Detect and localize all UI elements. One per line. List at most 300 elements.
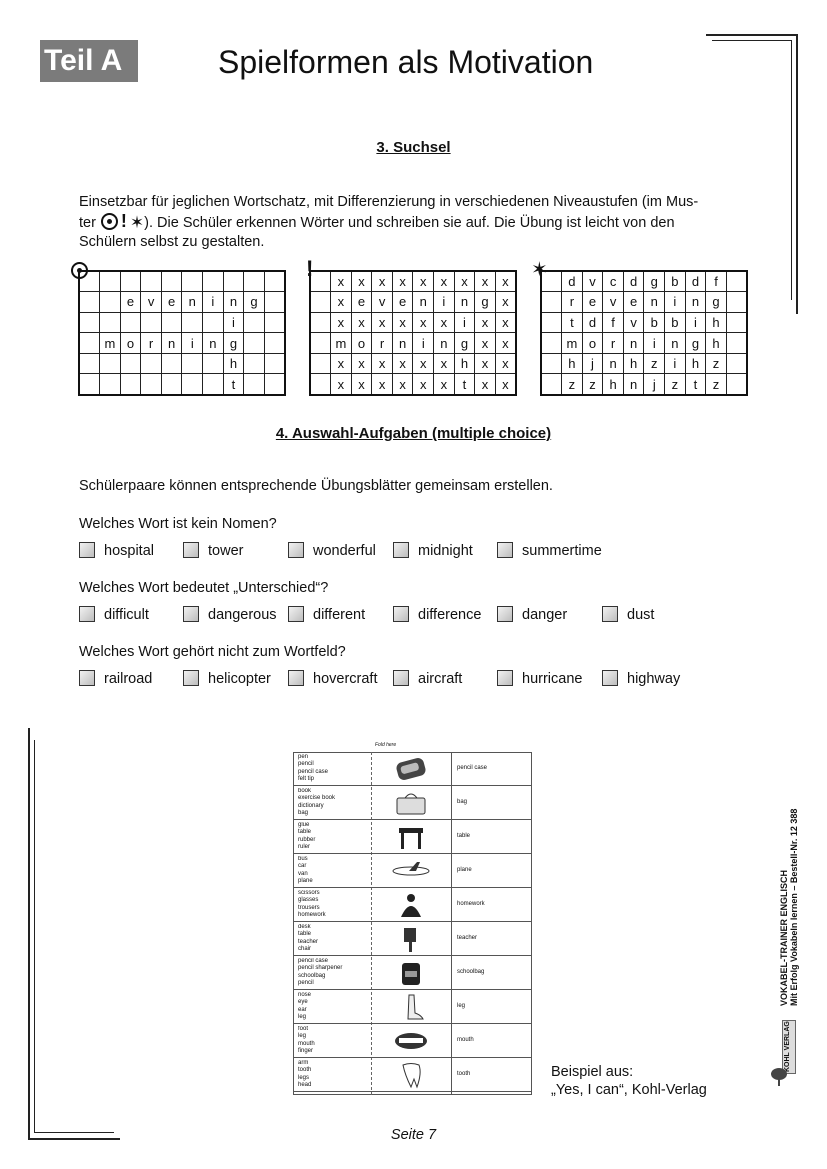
intro-text: ). Die Schüler erkennen Wörter und schreiben sie auf. Die Übung ist leicht von den [144,215,675,231]
grid-cell: h [454,353,475,374]
grid-cell [244,271,265,292]
word-item: pencil sharpener [298,965,343,972]
grid-cell [100,312,121,333]
grid-cell [182,374,203,395]
grid-cell: x [495,312,516,333]
grid-cell: g [244,292,265,313]
checkbox[interactable] [79,542,95,558]
word-item: bag [298,810,309,817]
grid-cell [141,353,162,374]
grid-cell [541,271,562,292]
worksheet-row [293,1058,532,1092]
grid-cell: x [475,271,496,292]
word-list [298,754,370,785]
grid-cell [310,333,331,354]
grid-cell: j [582,353,603,374]
checkbox[interactable] [288,542,304,558]
grid-cell [264,353,285,374]
suchsel-intro [79,193,749,252]
grid-cell: e [623,292,644,313]
grid-cell: x [392,271,413,292]
word-item: nose [298,992,312,998]
grid-cell: g [475,292,496,313]
page-number: Seite 7 [390,1127,437,1143]
grid-row [79,271,285,292]
grid-cell: r [603,333,624,354]
grid-cell: n [644,292,665,313]
grid-cell [120,271,141,292]
grid-cell: f [706,271,727,292]
grid-row [541,353,747,374]
grid-cell: n [223,292,244,313]
word-item: pencil [298,980,314,987]
answer-option[interactable] [497,670,582,687]
grid-cell [726,333,747,354]
grid-row [310,374,516,395]
checkbox[interactable] [393,542,409,558]
word-item: dictionary [298,802,324,809]
grid-cell: i [665,353,686,374]
answer-option[interactable] [183,606,277,623]
grid-cell [244,353,265,374]
grid-cell: z [562,374,583,395]
grid-cell [203,374,224,395]
word-item: felt tip [298,776,315,783]
grid-cell [120,353,141,374]
grid-cell: x [372,353,393,374]
grid-cell: m [100,333,121,354]
grid-cell: t [562,312,583,333]
option-label: aircraft [418,671,463,687]
answer-option[interactable] [393,606,481,623]
answer-word: plane [457,867,472,873]
answer-word: homework [457,901,485,907]
grid-cell: n [182,292,203,313]
answer-option[interactable] [497,542,602,559]
grid-cell: x [434,312,455,333]
grid-cell [141,374,162,395]
grid-cell: x [372,271,393,292]
grid-cell: f [603,312,624,333]
grid-cell: t [685,374,706,395]
grid-cell [203,353,224,374]
answer-option[interactable] [288,542,376,559]
grid-row [79,312,285,333]
grid-cell: v [623,312,644,333]
grid-cell: x [392,312,413,333]
grid-cell [79,292,100,313]
checkbox[interactable] [79,606,95,622]
checkbox[interactable] [288,670,304,686]
word-item: leg [298,1033,307,1040]
word-item: schoolbag [298,972,326,979]
grid-cell: z [582,374,603,395]
source-note [551,1063,707,1099]
grid-cell [310,271,331,292]
grid-cell [79,271,100,292]
question-3: Welches Wort gehört nicht zum Wortfeld? [79,644,346,660]
grid-cell: h [223,353,244,374]
grid-cell: o [351,333,372,354]
grid-cell [541,374,562,395]
grid-cell [141,312,162,333]
grid-cell: j [644,374,665,395]
word-list [298,856,370,887]
grid-cell [726,374,747,395]
word-item: homework [298,912,326,919]
word-item: bus [298,856,308,862]
side-publisher-text [779,776,799,1006]
checkbox[interactable] [79,670,95,686]
grid-cell: h [685,353,706,374]
grid-cell [161,374,182,395]
grid-cell: x [351,312,372,333]
grid-cell [203,271,224,292]
option-label: difficult [104,607,149,623]
grid-cell: m [331,333,352,354]
word-grid-hard [540,270,748,396]
word-item: rubber [298,836,316,843]
grid-cell [310,353,331,374]
word-item: book [298,788,312,794]
word-item: table [298,931,312,938]
source-line: „Yes, I can“, Kohl-Verlag [551,1082,707,1098]
checkbox[interactable] [602,606,618,622]
worksheet-row [293,888,532,922]
grid-cell [120,312,141,333]
word-grid-medium [309,270,517,396]
grid-row [310,353,516,374]
grid-cell: z [706,374,727,395]
grid-cell [79,333,100,354]
word-item: pencil [298,761,314,768]
grid-cell: x [475,353,496,374]
answer-option[interactable] [183,542,243,559]
grid-cell: o [120,333,141,354]
schoolbag-icon [389,959,433,987]
checkbox[interactable] [183,542,199,558]
grid-cell [223,271,244,292]
grid-cell [182,312,203,333]
worksheet-row [293,786,532,820]
intro-line: Schülern selbst zu gestalten. [79,234,265,250]
option-label: helicopter [208,671,271,687]
checkbox[interactable] [602,670,618,686]
word-list [298,958,370,989]
grid-cell: z [706,353,727,374]
multiple-choice-intro: Schülerpaare können entsprechende Übungsblätter gemeinsam erstellen. [79,478,553,494]
grid-cell [79,374,100,395]
word-item: leg [298,1014,307,1021]
grid-cell: x [392,374,413,395]
option-label: hovercraft [313,671,378,687]
word-item: legs [298,1074,310,1081]
grid-cell: v [141,292,162,313]
grid-cell: m [562,333,583,354]
grid-cell: i [223,312,244,333]
grid-cell: n [454,292,475,313]
plane-icon [389,857,433,885]
grid-cell [264,374,285,395]
checkbox[interactable] [183,606,199,622]
worksheet-row [293,1024,532,1058]
grid-cell [79,312,100,333]
checkbox[interactable] [497,670,513,686]
worksheet-row [293,752,532,786]
grid-cell: x [372,374,393,395]
table-icon [389,823,433,851]
grid-cell: r [141,333,162,354]
corner-line [706,34,798,36]
corner-line [796,34,798,314]
answer-option[interactable] [288,606,365,623]
publisher-logo-text: KOHL VERLAG [784,1021,791,1072]
grid-cell: x [351,374,372,395]
side-line: VOKABEL-TRAINER ENGLISCH [779,869,789,1006]
question-2: Welches Wort bedeutet „Unterschied“? [79,580,329,596]
grid-cell: n [434,333,455,354]
option-label: difference [418,607,482,623]
tooth-icon [389,1061,433,1089]
word-item: car [298,863,307,870]
part-badge: Teil A [40,40,138,82]
grid-cell: i [182,333,203,354]
word-item: arm [298,1060,309,1066]
grid-cell: d [582,312,603,333]
grid-cell [726,271,747,292]
word-item: glue [298,822,310,828]
grid-row [310,271,516,292]
grid-cell: g [644,271,665,292]
option-label: hospital [104,543,154,559]
grid-row [79,292,285,313]
grid-cell: n [392,333,413,354]
word-item: head [298,1082,312,1089]
grid-cell: x [331,292,352,313]
grid-cell [100,292,121,313]
grid-row [79,374,285,395]
section-heading-suchsel: 3. Suchsel [376,139,451,156]
grid-cell: r [562,292,583,313]
grid-row [541,271,747,292]
checkbox[interactable] [393,606,409,622]
grid-cell: n [161,333,182,354]
grid-cell: x [434,271,455,292]
grid-cell [79,353,100,374]
answer-option[interactable] [288,670,377,687]
grid-cell: n [603,353,624,374]
page-title: Spielformen als Motivation [218,44,594,80]
grid-cell: n [685,292,706,313]
grid-cell: x [413,312,434,333]
grid-cell: i [685,312,706,333]
answer-option[interactable] [602,670,680,687]
grid-cell [100,374,121,395]
grid-cell: x [392,353,413,374]
option-label: different [313,607,366,623]
grid-cell: g [706,292,727,313]
grid-cell: x [413,271,434,292]
grid-cell: x [475,312,496,333]
grid-cell [264,333,285,354]
checkbox[interactable] [497,542,513,558]
word-item: pencil case [298,958,329,964]
word-list [298,992,370,1023]
star-icon: ✶ [531,259,548,281]
word-item: teacher [298,938,319,945]
teacher-icon [389,925,433,953]
grid-cell: x [331,271,352,292]
grid-cell: x [331,353,352,374]
grid-row [310,292,516,313]
mouth-icon [389,1027,433,1055]
checkbox[interactable] [288,606,304,622]
word-item: van [298,870,308,877]
word-item: chair [298,946,312,953]
checkbox[interactable] [183,670,199,686]
grid-cell [264,271,285,292]
grid-cell [244,374,265,395]
grid-cell: e [351,292,372,313]
word-list [298,788,370,819]
grid-row [79,353,285,374]
option-label: danger [522,607,568,623]
grid-cell [541,292,562,313]
worksheet-row [293,820,532,854]
bag-icon [389,789,433,817]
answer-option[interactable] [497,606,567,623]
grid-cell: h [706,333,727,354]
grid-cell: g [685,333,706,354]
grid-cell: e [582,292,603,313]
grid-row [541,333,747,354]
source-line: Beispiel aus: [551,1064,634,1080]
answer-option[interactable] [602,606,654,623]
grid-cell [541,333,562,354]
intro-line [79,212,749,233]
answer-option[interactable] [79,670,152,687]
grid-cell: r [372,333,393,354]
grid-cell [161,312,182,333]
grid-cell [726,312,747,333]
grid-cell: n [665,333,686,354]
grid-row [310,312,516,333]
grid-cell: h [706,312,727,333]
answer-word: schoolbag [457,969,485,975]
circle-dot-icon [101,213,118,230]
word-item: exercise book [298,795,336,802]
worksheet-row [293,956,532,990]
grid-cell: d [562,271,583,292]
answer-option[interactable] [393,670,462,687]
grid-cell: b [644,312,665,333]
grid-cell: b [665,312,686,333]
grid-cell: v [372,292,393,313]
word-item: eye [298,999,308,1006]
grid-cell [141,271,162,292]
grid-cell: i [203,292,224,313]
answer-word: tooth [457,1071,471,1077]
grid-cell: b [665,271,686,292]
grid-cell: x [331,374,352,395]
grid-cell: n [203,333,224,354]
grid-cell: v [582,271,603,292]
grid-cell [161,353,182,374]
answer-word: teacher [457,935,478,941]
grid-cell: e [120,292,141,313]
section-heading-multiple-choice: 4. Auswahl-Aufgaben (multiple choice) [275,425,552,442]
option-label: highway [627,671,681,687]
grid-row [541,292,747,313]
word-item: desk [298,924,311,930]
grid-cell [100,271,121,292]
grid-cell: t [454,374,475,395]
grid-row [79,333,285,354]
grid-cell [310,374,331,395]
answer-word: mouth [457,1037,474,1043]
grid-cell [244,333,265,354]
grid-cell: o [582,333,603,354]
homework-icon [389,891,433,919]
exclamation-icon: ! [306,256,314,281]
corner-line [28,728,30,1140]
word-item: mouth [298,1040,315,1047]
option-label: hurricane [522,671,583,687]
grid-cell: i [434,292,455,313]
word-item: ear [298,1006,307,1013]
word-item: trousers [298,904,320,911]
grid-cell [541,353,562,374]
tree-icon [768,1066,790,1088]
word-item: tooth [298,1067,312,1074]
grid-cell [203,312,224,333]
grid-cell: x [495,292,516,313]
grid-cell: x [413,374,434,395]
grid-cell: x [495,333,516,354]
grid-cell [100,353,121,374]
answer-option[interactable] [79,606,149,623]
option-label: dangerous [208,607,277,623]
grid-cell: i [454,312,475,333]
grid-cell [310,292,331,313]
grid-cell: x [495,271,516,292]
answer-option[interactable] [183,670,271,687]
option-label: midnight [418,543,473,559]
word-item: glasses [298,897,319,904]
option-label: dust [627,607,655,623]
grid-cell [161,271,182,292]
grid-cell: c [603,271,624,292]
grid-cell [310,312,331,333]
exclamation-icon: ! [120,211,127,231]
grid-cell: h [603,374,624,395]
intro-text: ter [79,215,96,231]
option-label: railroad [104,671,153,687]
checkbox[interactable] [393,670,409,686]
question-1: Welches Wort ist kein Nomen? [79,516,277,532]
grid-cell [541,312,562,333]
grid-cell [264,312,285,333]
answer-option[interactable] [393,542,473,559]
grid-row [310,333,516,354]
grid-cell: h [623,353,644,374]
option-label: summertime [522,543,602,559]
answer-option[interactable] [79,542,154,559]
corner-line [34,740,35,1133]
checkbox[interactable] [497,606,513,622]
word-grid-easy [78,270,286,396]
word-list [298,822,370,853]
